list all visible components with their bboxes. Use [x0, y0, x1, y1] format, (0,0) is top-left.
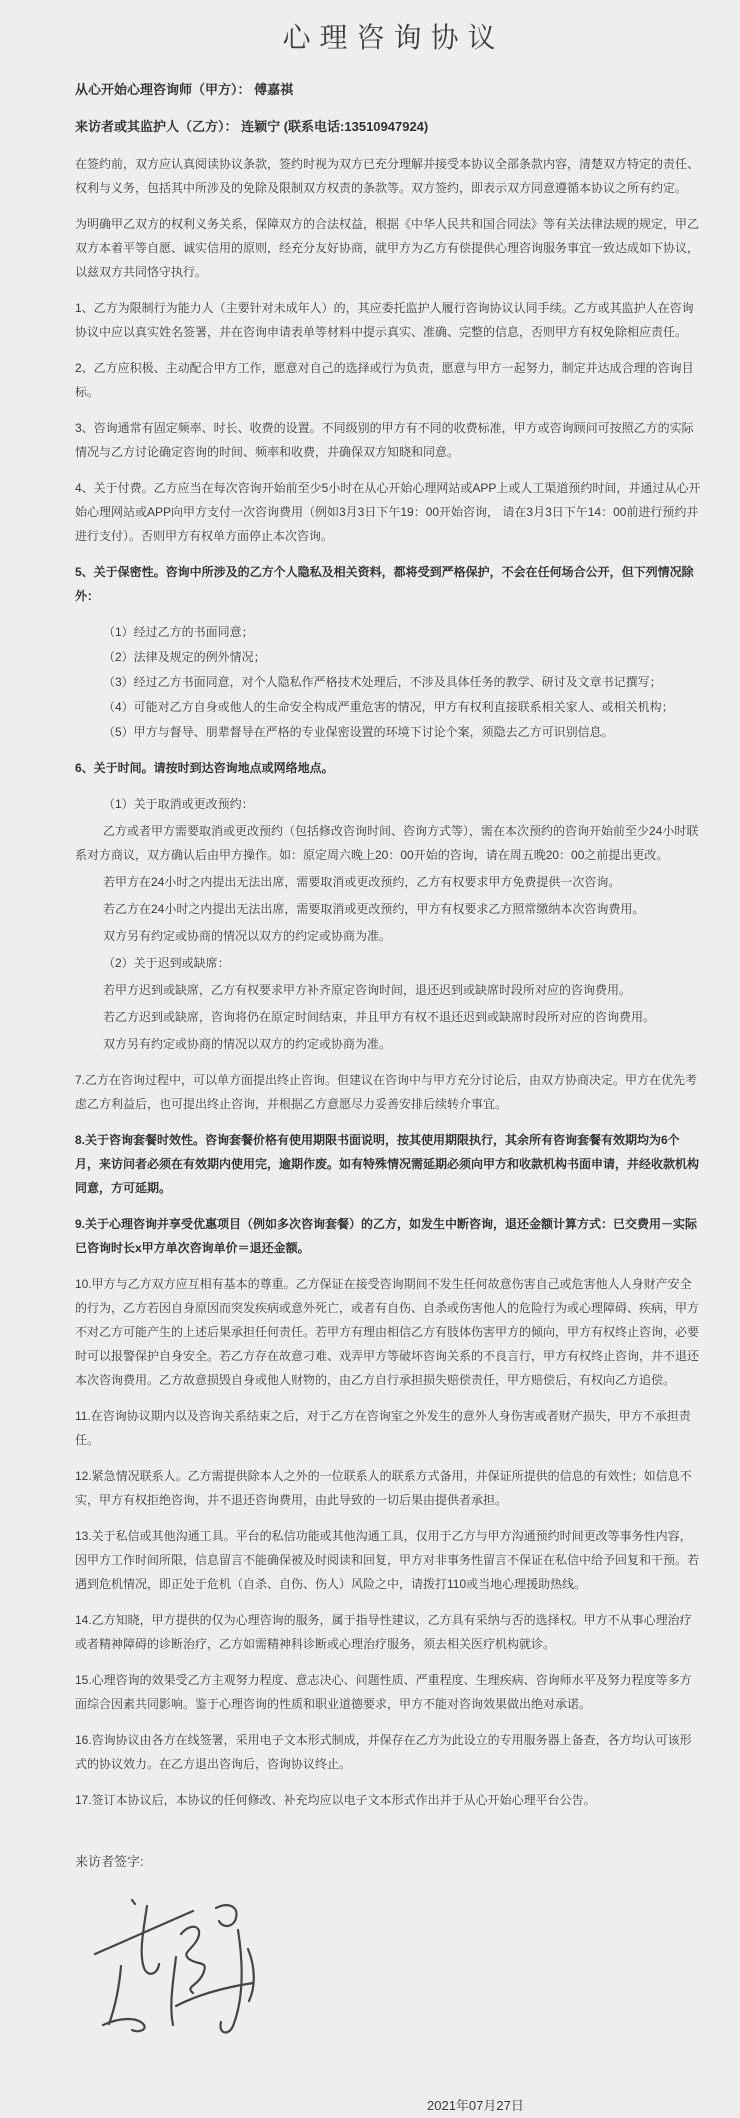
paragraph: 若乙方迟到或缺席，咨询将仍在原定时间结束，并且甲方有权不退还迟到或缺席时段所对应的咨询费用。 — [103, 1010, 656, 1024]
paragraph: （1）关于取消或更改预约： — [103, 797, 254, 811]
paragraph: 1、乙方为限制行为能力人（主要针对未成年人）的，其应委托监护人履行咨询协议认同手续。乙方或其监护人在咨询协议中应以真实姓名签署，并在咨询申请表单等材料中提示真实、准确、完整的信息，否则甲方有权免除相应责任。 — [75, 301, 694, 339]
paragraph: 16.咨询协议由各方在线签署，采用电子文本形式制成，并保存在乙方为此设立的专用服务器上备查，各方均认可该形式的协议效力。在乙方退出咨询后，咨询协议终止。 — [75, 1733, 692, 1771]
handwritten-signature — [81, 1894, 261, 2052]
paragraph: 3、咨询通常有固定频率、时长、收费的设置。不同级别的甲方有不同的收费标准，甲方或咨询顾问可按照乙方的实际情况与乙方讨论确定咨询的时间、频率和收费，并确保双方知晓和同意。 — [75, 421, 694, 459]
paragraph: 若乙方在24小时之内提出无法出席，需要取消或更改预约，甲方有权要求乙方照常缴纳本次咨询费用。 — [103, 902, 645, 916]
signature-date: 2021年07月27日 — [427, 2098, 524, 2113]
paragraph: 若甲方迟到或缺席，乙方有权要求甲方补齐原定咨询时间，退还迟到或缺席时段所对应的咨询费用。 — [103, 983, 632, 997]
paragraph: 14.乙方知晓，甲方提供的仅为心理咨询的服务，属于指导性建议，乙方具有采纳与否的选择权。甲方不从事心理治疗或者精神障碍的诊断治疗，乙方如需精神科诊断或心理治疗服务，须去相关医疗机构就诊。 — [75, 1613, 692, 1651]
visitor-signature-label: 来访者签字: — [75, 1854, 144, 1869]
paragraph: 15.心理咨询的效果受乙方主观努力程度、意志决心、问题性质、严重程度、生理疾病、咨询师水平及努力程度等多方面综合因素共同影响。鉴于心理咨询的性质和职业道德要求，甲方不能对咨询效果做出绝对承诺。 — [75, 1673, 692, 1711]
party-a-line: 从心开始心理咨询师（甲方）： 傅嘉祺 — [75, 82, 294, 97]
paragraph: （2）关于迟到或缺席： — [103, 956, 230, 970]
paragraph: 7.乙方在咨询过程中，可以单方面提出终止咨询。但建议在咨询中与甲方充分讨论后，由双方协商决定。甲方在优先考虑乙方利益后，也可提出终止咨询，并根据乙方意愿尽力妥善安排后续转介事宜。 — [75, 1073, 698, 1111]
agreement-body — [75, 152, 703, 1812]
paragraph: 12.紧急情况联系人。乙方需提供除本人之外的一位联系人的联系方式备用，并保证所提供的信息的有效性；如信息不实，甲方有权拒绝咨询，并不退还咨询费用，由此导致的一切后果由提供者承担。 — [75, 1469, 692, 1507]
paragraph: 双方另有约定或协商的情况以双方的约定或协商为准。 — [103, 1037, 392, 1051]
paragraph: （3）经过乙方书面同意，对个人隐私作严格技术处理后，不涉及具体任务的教学、研讨及文章书记撰写； — [103, 675, 662, 689]
paragraph: 13.关于私信或其他沟通工具。平台的私信功能或其他沟通工具，仅用于乙方与甲方沟通预约时间更改等事务性内容，因甲方工作时间所限，信息留言不能确保被及时阅读和回复，甲方对非事务性留言不保证在私信中给予回复和干预。若遇到危机情况，即正处于危机（自杀、自伤、伤人）风险之中，请拨打110或当地心理援助热线。 — [75, 1529, 700, 1591]
paragraph: 乙方或者甲方需要取消或更改预约（包括修改咨询时间、咨询方式等），需在本次预约的咨询开始前至少24小时联系对方商议，双方确认后由甲方操作。如：原定周六晚上20：00开始的咨询，请在周五晚20：00之前提出更改。 — [75, 824, 699, 862]
paragraph: （1）经过乙方的书面同意； — [103, 625, 254, 639]
paragraph: （5）甲方与督导、朋辈督导在严格的专业保密设置的环境下讨论个案，须隐去乙方可识别信息。 — [103, 725, 614, 739]
paragraph: 9.关于心理咨询并享受优惠项目（例如多次咨询套餐）的乙方，如发生中断咨询，退还金额计算方式：已交费用－实际已咨询时长x甲方单次咨询单价＝退还金额。 — [75, 1217, 698, 1255]
paragraph: 10.甲方与乙方双方应互相有基本的尊重。乙方保证在接受咨询期间不发生任何故意伤害自己或危害他人人身财产安全的行为，乙方若因自身原因而突发疾病或意外死亡，或者有自伤、自杀或伤害他人的危险行为或心理障碍、疾病，甲方不对乙方可能产生的上述后果承担任何责任。若甲方有理由相信乙方有肢体伤害甲方的倾向，甲方有权终止咨询，必要时可以报警保护自身安全。若乙方存在故意刁难、戏弄甲方等破坏咨询关系的不良言行，甲方有权终止咨询，并不退还本次咨询费用。乙方故意损毁自身或他人财物的，由乙方自行承担损失赔偿责任，甲方赔偿后，有权向乙方追偿。 — [75, 1277, 700, 1387]
paragraph: 8.关于咨询套餐时效性。咨询套餐价格有使用期限书面说明，按其使用期限执行，其余所有咨询套餐有效期均为6个月，来访问者必须在有效期内使用完，逾期作废。如有特殊情况需延期必须向甲方和收款机构书面申请，并经收款机构同意，方可延期。 — [75, 1133, 700, 1195]
party-b-line: 来访者或其监护人（乙方）： 连颖宁 (联系电话:13510947924) — [75, 119, 429, 134]
paragraph: 11.在咨询协议期内以及咨询关系结束之后，对于乙方在咨询室之外发生的意外人身伤害或者财产损失，甲方不承担责任。 — [75, 1409, 691, 1447]
page-title: 心理咨询协议 — [282, 22, 505, 53]
paragraph: 2、乙方应积极、主动配合甲方工作，愿意对自己的选择或行为负责，愿意与甲方一起努力，制定并达成合理的咨询目标。 — [75, 361, 694, 399]
paragraph: 双方另有约定或协商的情况以双方的约定或协商为准。 — [103, 929, 392, 943]
paragraph: 为明确甲乙双方的权利义务关系，保障双方的合法权益，根据《中华人民共和国合同法》等有关法律法规的规定，甲乙双方本着平等自愿、诚实信用的原则，经充分友好协商，就甲方为乙方有偿提供心理咨询服务事宜一致达成如下协议，以兹双方共同恪守执行。 — [75, 217, 700, 279]
paragraph: 4、关于付费。乙方应当在每次咨询开始前至少5小时在从心开始心理网站或APP上或人工渠道预约时间，并通过从心开始心理网站或APP向甲方支付一次咨询费用（例如3月3日下午19：00开始咨询， 请在3月3日下午14：00前进行预约并进行支付）。否则甲方有权单方面停止本次咨询。 — [75, 481, 701, 543]
paragraph: 5、关于保密性。咨询中所涉及的乙方个人隐私及相关资料，都将受到严格保护，不会在任何场合公开，但下列情况除外： — [75, 565, 694, 603]
paragraph: 17.签订本协议后，本协议的任何修改、补充均应以电子文本形式作出并于从心开始心理平台公告。 — [75, 1793, 596, 1807]
paragraph: （2）法律及规定的例外情况； — [103, 650, 266, 664]
paragraph: 若甲方在24小时之内提出无法出席，需要取消或更改预约，乙方有权要求甲方免费提供一次咨询。 — [103, 875, 621, 889]
paragraph: 6、关于时间。请按时到达咨询地点或网络地点。 — [75, 761, 334, 775]
paragraph: （4）可能对乙方自身或他人的生命安全构成严重危害的情况，甲方有权利直接联系相关家人、或相关机构； — [103, 700, 674, 714]
paragraph: 在签约前，双方应认真阅读协议条款，签约时视为双方已充分理解并接受本协议全部条款内容，清楚双方特定的责任、权利与义务，包括其中所涉及的免除及限制双方权责的条款等。双方签约，即表示双方同意遵循本协议之所有约定。 — [75, 157, 700, 195]
